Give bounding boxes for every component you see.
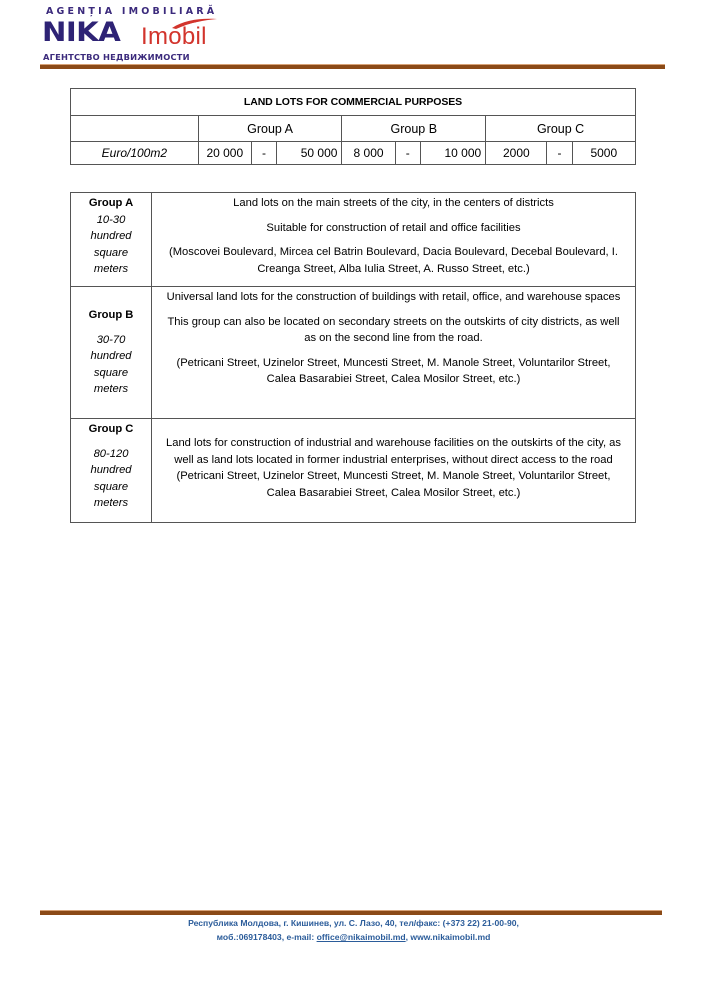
price-table-empty-header <box>71 116 199 142</box>
group-a-size-2: hundred <box>90 230 132 242</box>
price-header-group-c: Group C <box>486 116 636 142</box>
group-c-size-4: meters <box>93 497 129 509</box>
footer-mobile: моб.:069178403, e-mail: <box>216 932 317 942</box>
group-a-paragraph: Suitable for construction of retail and office facilities <box>266 221 521 234</box>
price-a-max: 50 000 <box>277 142 342 165</box>
group-b-description <box>152 287 636 419</box>
logo-agency-russian: АГЕНТСТВО НЕДВИЖИМОСТИ <box>43 52 190 62</box>
footer-address: Республика Молдова, г. Кишинев, ул. С. Лазо, 40, тел/факс: (+373 22) 21-00-90, <box>188 918 519 928</box>
price-header-group-b: Group B <box>342 116 486 142</box>
price-b-min: 8 000 <box>342 142 395 165</box>
group-a-size-3: square <box>93 246 129 259</box>
group-c-size-1: 80-120 <box>93 447 129 460</box>
logo-agency-label: AGENȚIA IMOBILIARĂ <box>46 6 218 17</box>
price-header-group-a: Group A <box>198 116 342 142</box>
group-b-paragraph: Universal land lots for the construction of buildings with retail, office, and warehouse spaces <box>166 291 621 303</box>
group-c-label-cell <box>71 419 152 523</box>
price-c-max: 5000 <box>572 142 635 165</box>
group-row-b <box>71 287 636 419</box>
logo-imobil-wordmark: Imobil <box>141 23 207 50</box>
price-b-max: 10 000 <box>420 142 485 165</box>
footer-website: , www.nikaimobil.md <box>405 932 491 942</box>
company-logo <box>40 4 220 66</box>
group-a-name: Group A <box>88 197 134 209</box>
footer-email-link[interactable]: office@nikaimobil.md <box>316 932 406 942</box>
group-b-label-cell <box>71 287 152 419</box>
footer-divider <box>40 910 662 915</box>
header-divider <box>40 64 665 69</box>
group-b-size-3: square <box>93 366 129 379</box>
price-table-row <box>71 142 636 165</box>
group-c-description <box>152 419 636 523</box>
group-row-c <box>71 419 636 523</box>
group-c-size-3: square <box>93 480 129 493</box>
price-table <box>70 88 636 165</box>
group-a-size-1: 10-30 <box>96 213 126 226</box>
group-a-description <box>152 193 636 287</box>
group-b-size-4: meters <box>93 383 129 396</box>
price-table-title: LAND LOTS FOR COMMERCIAL PURPOSES <box>71 89 636 116</box>
group-row-a <box>71 193 636 287</box>
logo-nika-wordmark: NIKA <box>42 17 121 48</box>
price-a-min: 20 000 <box>198 142 251 165</box>
price-b-sep: - <box>395 142 420 165</box>
price-c-min: 2000 <box>486 142 547 165</box>
group-c-paragraph: Land lots for construction of industrial and warehouse facilities on the outskirts of the city, as well as land lots located in former industrial enterprises, without direct access to the road (Petricani Street, Uzinelor Street, Muncesti Street, M. Manole Street, Voluntarilor Street, Calea Basarabiei Street, Calea Mosilor Street, etc.) <box>166 437 621 499</box>
group-a-size-4: meters <box>93 263 129 275</box>
price-unit: Euro/100m2 <box>71 142 199 165</box>
group-b-size-1: 30-70 <box>96 333 126 346</box>
groups-table <box>70 192 636 523</box>
group-b-paragraph: This group can also be located on secondary streets on the outskirts of city districts, as well as on the second line from the road. <box>167 315 620 344</box>
group-b-name: Group B <box>88 309 134 322</box>
group-c-size-2: hundred <box>90 464 132 476</box>
footer-contacts <box>0 932 707 942</box>
price-c-sep: - <box>547 142 572 165</box>
group-a-paragraph: (Moscovei Boulevard, Mircea cel Batrin Boulevard, Dacia Boulevard, Decebal Boulevard, I. Creanga Street, Alba Iulia Street, A. Russo Street, etc.) <box>169 246 618 275</box>
group-b-size-2: hundred <box>90 350 132 363</box>
price-table-header-row <box>71 116 636 142</box>
price-a-sep: - <box>251 142 276 165</box>
group-c-name: Group C <box>88 423 134 435</box>
group-a-paragraph: Land lots on the main streets of the city, in the centers of districts <box>233 197 554 209</box>
group-b-paragraph: (Petricani Street, Uzinelor Street, Muncesti Street, M. Manole Street, Voluntarilor Street, Calea Basarabiei Street, Calea Mosilor Street, etc.) <box>176 356 611 385</box>
group-a-label-cell <box>71 193 152 287</box>
